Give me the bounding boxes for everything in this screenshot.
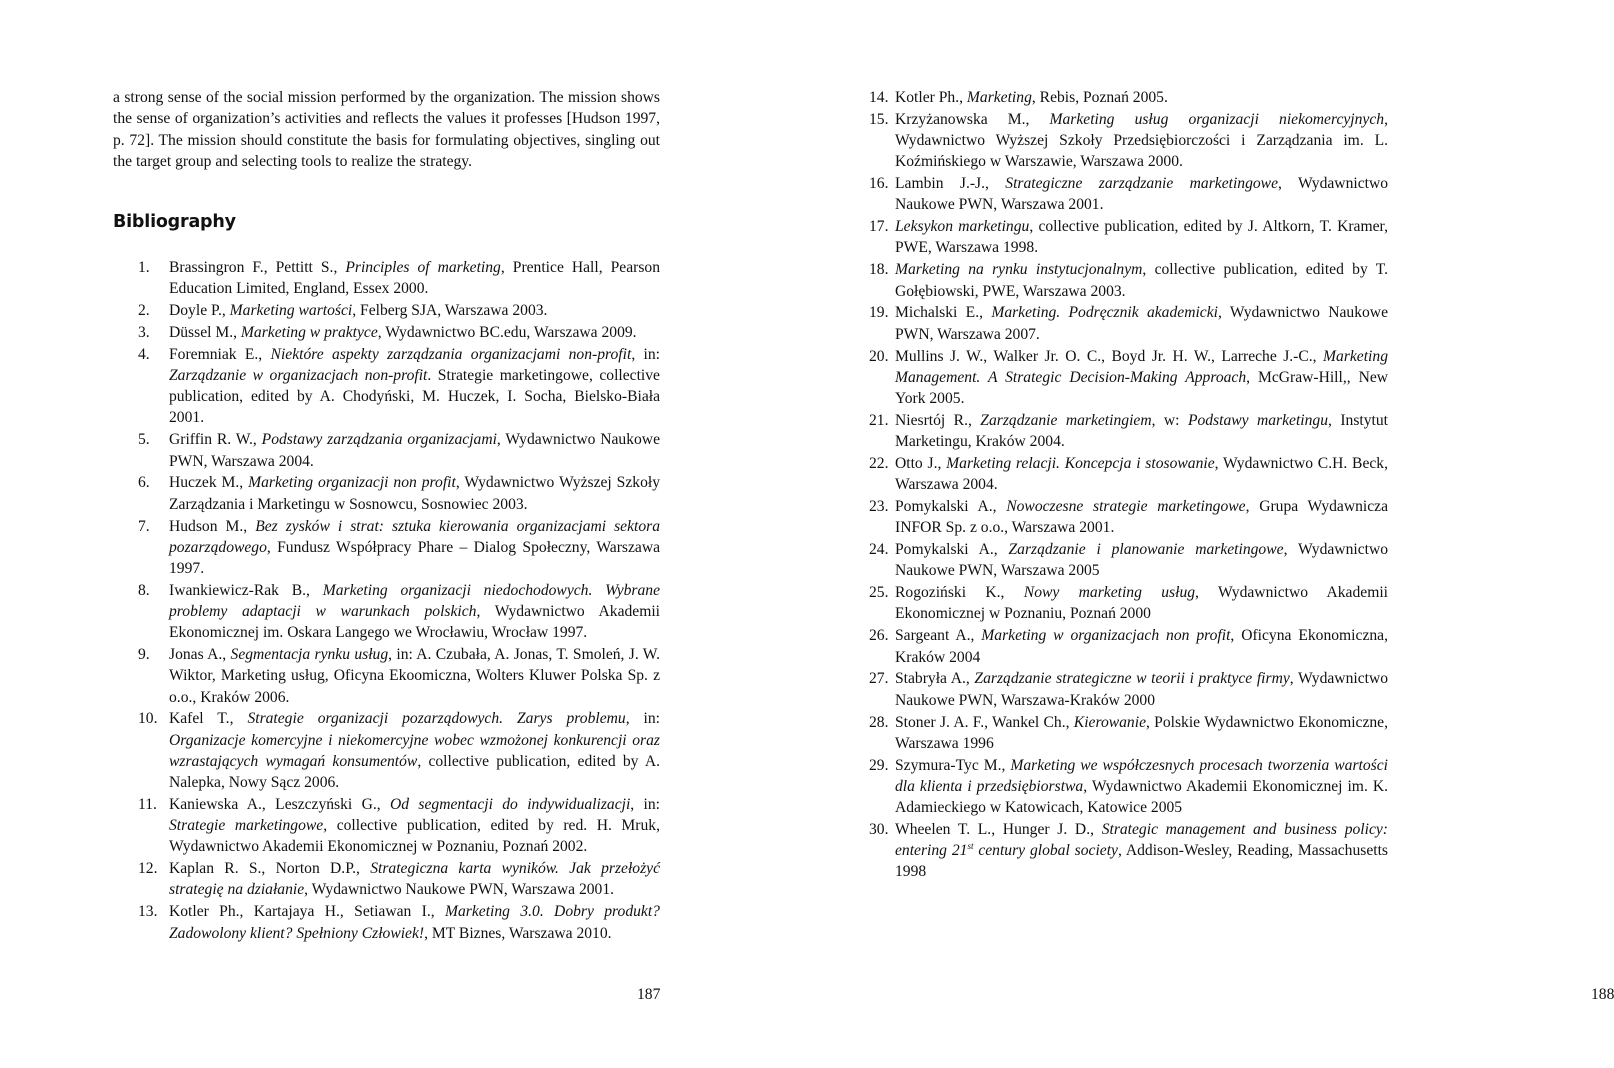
reference-title: Podstawy zarządzania organizacjami: [261, 431, 497, 449]
reference-segment: , Wydawnictwo Naukowe PWN, Warszawa-Kraków 2000: [895, 670, 1389, 709]
reference-number: 24.: [869, 541, 889, 559]
reference-item: [869, 87, 1388, 108]
reference-item: [869, 755, 1388, 819]
reference-segment: Düssel M.,: [169, 323, 241, 341]
reference-item: [138, 322, 660, 343]
reference-text: [895, 173, 1388, 215]
reference-title: Marketing organizacji niedochodowych. Wybrane problemy adaptacji w warunkach polskich: [169, 581, 660, 621]
reference-segment: , Wydawnictwo BC.edu, Warszawa 2009.: [377, 323, 637, 341]
reference-segment: Kotler Ph., Kartajaya H., Setiawan I.,: [169, 903, 446, 921]
reference-text: [169, 322, 660, 343]
reference-title: Zarządzanie i planowanie marketingowe: [1008, 541, 1284, 559]
reference-segment: Stabryła A.,: [895, 670, 975, 688]
reference-number: 30.: [869, 820, 889, 838]
bibliography-heading: Bibliography: [113, 212, 236, 232]
page-number-left: 187: [637, 986, 661, 1003]
reference-segment: . Strategie marketingowe, collective publication, edited by A. Chodyński, M. Huczek, I. Socha, Bielsko-Biała 2001.: [169, 367, 660, 427]
reference-title: Segmentacja rynku usług: [230, 646, 389, 664]
reference-number: 25.: [869, 584, 889, 602]
reference-item: [869, 496, 1388, 538]
reference-number: 8.: [138, 581, 150, 599]
reference-title: Zarządzanie marketingiem: [980, 411, 1152, 429]
reference-segment: , Addison-Wesley, Reading, Massachusetts 1998: [895, 842, 1388, 881]
reference-segment: , Wydawnictwo C.H. Beck, Warszawa 2004.: [895, 454, 1388, 494]
reference-number: 6.: [138, 474, 150, 492]
reference-item: [869, 668, 1388, 710]
reference-title: Marketing 3.0. Dobry produkt? Zadowolony klient? Spełniony Człowiek!: [169, 903, 660, 942]
reference-item: [869, 173, 1388, 215]
reference-segment: Foremniak E.,: [169, 345, 271, 363]
reference-title: Marketing we współczesnych procesach tworzenia wartości dla klienta i przedsiębiorstwa: [895, 756, 1388, 795]
reference-segment: Mullins J. W., Walker Jr. O. C., Boyd Jr. H. W., Larreche J.-C.,: [895, 347, 1324, 365]
reference-text: [895, 496, 1388, 538]
reference-number: 28.: [869, 713, 889, 731]
reference-item: [869, 302, 1388, 344]
reference-text: [169, 300, 660, 321]
reference-title: Od segmentacji do indywidualizacji: [390, 795, 631, 813]
reference-item: [869, 216, 1388, 258]
reference-item: [869, 410, 1388, 452]
reference-item: [869, 539, 1388, 581]
reference-segment: Kaniewska A., Leszczyński G.,: [169, 795, 391, 813]
intro-paragraph: a strong sense of the social mission performed by the organization. The mission shows the sense of organization’s activities and reflects the values it professes [Hudson 1997, p. 72]. The mission should constitute the basis for formulating objectives, singling out the target group and selecting tools to realize the strategy.: [113, 89, 660, 170]
reference-title: Zarządzanie strategiczne w teorii i praktyce firmy: [974, 670, 1290, 688]
reference-segment: Kotler Ph.,: [895, 89, 967, 106]
reference-item: [869, 625, 1388, 667]
reference-segment: Rogoziński K.,: [895, 584, 1024, 602]
reference-item: [869, 582, 1388, 624]
reference-number: 18.: [869, 261, 889, 279]
reference-item: [138, 794, 660, 858]
reference-segment: , Wydawnictwo Naukowe PWN, Warszawa 2001.: [895, 175, 1389, 214]
reference-segment: , in:: [631, 345, 660, 363]
reference-segment: Pomykalski A.,: [895, 541, 1009, 559]
reference-title: Marketing usług organizacji niekomercyjnych: [1049, 110, 1385, 128]
reference-title: century global society: [973, 842, 1118, 860]
reference-segment: , Wydawnictwo Naukowe PWN, Warszawa 2007.: [895, 304, 1388, 343]
reference-text: [895, 712, 1388, 754]
reference-title: Marketing na rynku instytucjonalnym: [895, 261, 1143, 279]
reference-number: 1.: [138, 259, 150, 276]
reference-segment: , Wydawnictwo Naukowe PWN, Warszawa 2005: [895, 541, 1389, 580]
reference-number: 5.: [138, 431, 150, 449]
reference-number: 20.: [869, 347, 889, 365]
reference-item: [869, 453, 1388, 495]
bibliography-list-right: [869, 87, 1388, 883]
reference-title: Leksykon marketingu: [895, 218, 1030, 236]
reference-text: [895, 302, 1388, 344]
reference-segment: , Instytut Marketingu, Kraków 2004.: [895, 411, 1389, 451]
reference-number: 19.: [869, 304, 889, 322]
reference-title: Zarządzanie w organizacjach non-profit: [169, 367, 428, 385]
reference-segment: , collective publication, edited by A. Nalepka, Nowy Sącz 2006.: [169, 752, 660, 792]
reference-segment: , Wydawnictwo Wyższej Szkoły Przedsiębiorczości i Zarządzania im. L. Koźmińskiego w Warszawie, Warszawa 2000.: [895, 110, 1388, 171]
reference-segment: Otto J.,: [895, 454, 947, 472]
reference-text: [895, 109, 1388, 173]
reference-text: [169, 858, 660, 900]
reference-item: [138, 516, 660, 580]
reference-title: Niektóre aspekty zarządzania organizacjami non-profit: [270, 345, 632, 363]
reference-segment: Hudson M.,: [169, 517, 256, 535]
reference-segment: , MT Biznes, Warszawa 2010.: [424, 924, 612, 942]
reference-item: [138, 858, 660, 900]
reference-title: Nowy marketing usług: [1023, 584, 1196, 602]
reference-segment: Szymura-Tyc M.,: [895, 756, 1011, 774]
reference-text: [169, 644, 660, 708]
reference-text: [169, 257, 660, 299]
reference-item: [869, 819, 1388, 883]
reference-segment: , Felberg SJA, Warszawa 2003.: [352, 302, 548, 320]
reference-segment: , Wydawnictwo Akademii Ekonomicznej im. Oskara Langego we Wrocławiu, Wrocław 1997.: [169, 603, 661, 642]
reference-text: [895, 539, 1388, 581]
reference-number: 14.: [869, 89, 889, 106]
reference-segment: Kaplan R. S., Norton D.P.,: [169, 860, 371, 878]
reference-number: 26.: [869, 627, 889, 645]
reference-number: 9.: [138, 646, 150, 664]
reference-text: [169, 516, 660, 580]
reference-segment: , w:: [1151, 411, 1188, 429]
reference-item: [138, 472, 660, 514]
reference-segment: Niesrtój R.,: [895, 411, 981, 429]
reference-number: 10.: [138, 710, 158, 728]
reference-segment: , McGraw-Hill,, New York 2005.: [895, 368, 1389, 407]
reference-text: [895, 668, 1388, 710]
page-number-right: 188: [1591, 986, 1614, 1003]
reference-title: Marketing organizacji non profit: [248, 474, 456, 492]
reference-text: [895, 819, 1388, 883]
reference-number: 27.: [869, 670, 889, 688]
reference-number: 16.: [869, 175, 889, 193]
reference-item: [138, 644, 660, 708]
reference-segment: Brassingron F., Pettitt S.,: [169, 259, 346, 276]
reference-title: Principles of marketing: [345, 259, 501, 276]
reference-number: 17.: [869, 218, 889, 236]
reference-text: [895, 582, 1388, 624]
reference-text: [169, 708, 660, 793]
reference-number: 2.: [138, 302, 150, 320]
reference-segment: Huczek M.,: [169, 474, 249, 492]
reference-item: [869, 259, 1388, 301]
reference-number: 23.: [869, 498, 889, 516]
reference-segment: , in:: [630, 795, 661, 813]
reference-title: Bez zysków i strat: sztuka kierowania organizacjami sektora pozarządowego: [169, 517, 660, 556]
reference-number: 13.: [138, 903, 158, 921]
reference-segment: , Prentice Hall, Pearson Education Limited, England, Essex 2000.: [169, 259, 661, 298]
reference-title: Strategie marketingowe: [169, 817, 324, 835]
reference-segment: , in: A. Czubała, A. Jonas, T. Smoleń, J. W. Wiktor, Marketing usług, Oficyna Ekoomiczna, Wolters Kluwer Polska Sp. z o.o., Kraków 2006.: [169, 646, 660, 706]
reference-text: [895, 87, 1388, 108]
reference-number: 15.: [869, 110, 889, 128]
reference-text: [895, 625, 1388, 667]
reference-segment: , Wydawnictwo Akademii Ekonomicznej im. K. Adamieckiego w Katowicach, Katowice 2005: [895, 777, 1388, 817]
reference-title: Kierowanie: [1073, 713, 1146, 731]
reference-segment: Doyle P.,: [169, 302, 230, 320]
reference-segment: Wheelen T. L., Hunger J. D.,: [895, 820, 1102, 838]
reference-segment: , Rebis, Poznań 2005.: [1031, 89, 1168, 106]
reference-title: Marketing Management. A Strategic Decision-Making Approach: [895, 347, 1388, 386]
reference-segment: , Wydawnictwo Akademii Ekonomicznej w Poznaniu, Poznań 2000: [895, 584, 1388, 623]
right-page: [750, 0, 1614, 1068]
reference-title: st: [967, 840, 974, 851]
reference-segment: Griffin R. W.,: [169, 431, 262, 449]
reference-segment: , collective publication, edited by J. Altkorn, T. Kramer, PWE, Warszawa 1998.: [895, 218, 1388, 257]
reference-text: [169, 901, 660, 943]
reference-segment: , Wydawnictwo Wyższej Szkoły Zarządzania i Marketingu w Sosnowcu, Sosnowiec 2003.: [169, 474, 660, 513]
reference-item: [138, 257, 660, 299]
reference-text: [169, 794, 660, 858]
reference-item: [138, 901, 660, 943]
reference-title: Marketing wartości: [229, 302, 353, 320]
reference-segment: Iwankiewicz-Rak B.,: [169, 581, 323, 599]
reference-segment: , Polskie Wydawnictwo Ekonomiczne, Warszawa 1996: [895, 713, 1388, 752]
reference-text: [895, 453, 1388, 495]
reference-text: [169, 472, 660, 514]
reference-title: Marketing. Podręcznik akademicki: [991, 304, 1218, 322]
reference-segment: Lambin J.-J.,: [895, 175, 1006, 193]
reference-number: 3.: [138, 323, 150, 341]
reference-segment: , Oficyna Ekonomiczna, Kraków 2004: [895, 627, 1388, 666]
reference-text: [895, 755, 1388, 819]
reference-item: [138, 300, 660, 321]
reference-text: [895, 410, 1388, 452]
reference-text: [169, 429, 660, 471]
left-page: [0, 0, 750, 1068]
reference-item: [869, 346, 1388, 410]
reference-segment: , in:: [625, 710, 661, 728]
reference-text: [895, 259, 1388, 301]
reference-segment: Michalski E.,: [895, 304, 992, 322]
reference-segment: , Fundusz Współpracy Phare – Dialog Społeczny, Warszawa 1997.: [169, 538, 660, 577]
reference-segment: , Wydawnictwo Naukowe PWN, Warszawa 2001.: [304, 881, 615, 899]
reference-item: [138, 429, 660, 471]
reference-segment: , Wydawnictwo Naukowe PWN, Warszawa 2004.: [169, 431, 660, 470]
reference-text: [895, 216, 1388, 258]
reference-title: Organizacje komercyjne i niekomercyjne wobec wzmożonej konkurencji oraz wzrastających wymagań konsumentów: [169, 731, 660, 770]
reference-number: 11.: [138, 795, 157, 813]
reference-title: Strategie organizacji pozarządowych. Zarys problemu: [247, 710, 626, 728]
reference-number: 7.: [138, 517, 150, 535]
reference-number: 29.: [869, 756, 889, 774]
reference-segment: , collective publication, edited by red. H. Mruk, Wydawnictwo Akademii Ekonomicznej w Poznaniu, Poznań 2002.: [169, 817, 660, 856]
reference-text: [169, 580, 660, 644]
reference-title: Marketing: [966, 89, 1032, 106]
reference-title: Marketing w praktyce: [240, 323, 378, 341]
reference-segment: Jonas A.,: [169, 646, 231, 664]
reference-title: Strategic management and business policy: entering 21: [895, 820, 1388, 860]
bibliography-list-left: [138, 257, 660, 944]
reference-segment: , collective publication, edited by T. Gołębiowski, PWE, Warszawa 2003.: [895, 261, 1388, 300]
reference-title: Marketing w organizacjach non profit: [981, 627, 1231, 645]
reference-segment: Stoner J. A. F., Wankel Ch.,: [895, 713, 1074, 731]
reference-number: 4.: [138, 345, 150, 363]
reference-segment: Pomykalski A.,: [895, 498, 1007, 516]
reference-title: Strategiczne zarządzanie marketingowe: [1005, 175, 1279, 193]
reference-text: [169, 344, 660, 429]
reference-text: [895, 346, 1388, 410]
reference-segment: Kafel T.,: [169, 710, 248, 728]
reference-item: [869, 109, 1388, 173]
reference-number: 22.: [869, 454, 889, 472]
reference-segment: , Grupa Wydawnicza INFOR Sp. z o.o., Warszawa 2001.: [895, 498, 1389, 537]
reference-segment: Sargeant A.,: [895, 627, 982, 645]
reference-item: [138, 344, 660, 429]
reference-title: Marketing relacji. Koncepcja i stosowanie: [946, 454, 1215, 472]
reference-item: [138, 580, 660, 644]
reference-number: 12.: [138, 860, 158, 878]
reference-title: Podstawy marketingu: [1187, 411, 1329, 429]
reference-number: 21.: [869, 411, 889, 429]
reference-title: Nowoczesne strategie marketingowe: [1006, 498, 1246, 516]
reference-segment: Krzyżanowska M.,: [895, 110, 1050, 128]
reference-item: [138, 708, 660, 793]
reference-title: Strategiczna karta wyników. Jak przełożyć strategię na działanie: [169, 860, 660, 899]
reference-item: [869, 712, 1388, 754]
